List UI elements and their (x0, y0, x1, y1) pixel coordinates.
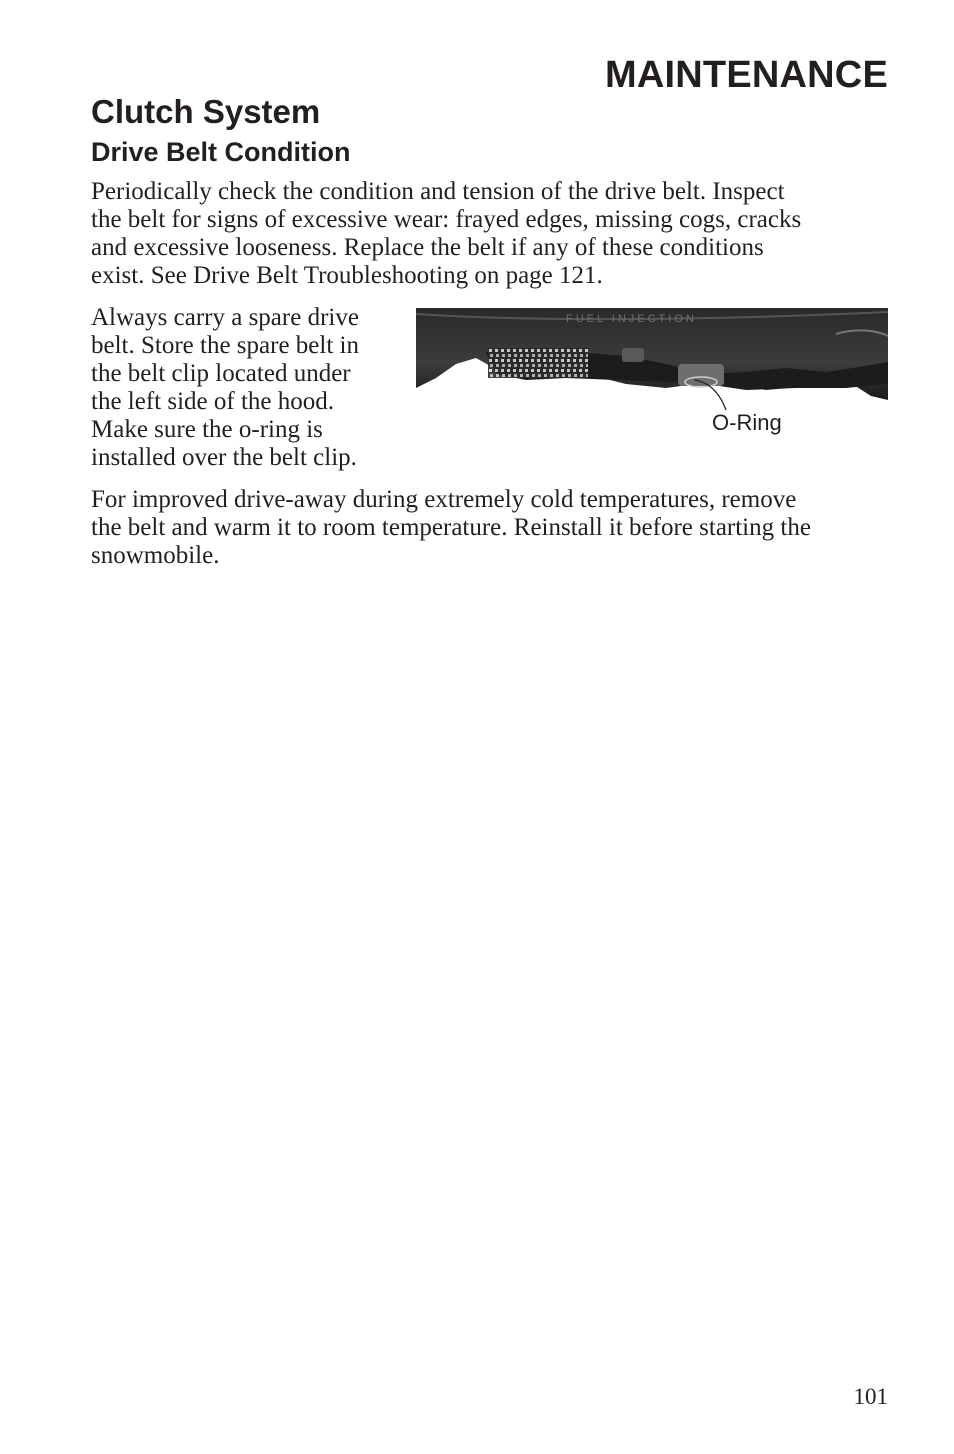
belt-clip-illustration (416, 308, 888, 400)
text-line: Always carry a spare drive (91, 304, 359, 331)
text-line: and excessive looseness. Replace the belt if any of these conditions (91, 234, 764, 261)
o-ring-callout: O-Ring (712, 410, 782, 435)
hood-text: FUEL INJECTION (566, 313, 697, 325)
text-line: installed over the belt clip. (91, 444, 357, 471)
text-line: snowmobile. (91, 542, 220, 569)
paragraph-cold-weather (91, 486, 891, 570)
text-line: Make sure the o-ring is (91, 416, 323, 443)
subheading: Drive Belt Condition (91, 137, 351, 167)
paragraph-spare-belt (91, 304, 391, 472)
section-title: MAINTENANCE (605, 54, 888, 96)
text-line: the left side of the hood. (91, 388, 334, 415)
text-line: Periodically check the condition and tension of the drive belt. Inspect (91, 178, 785, 205)
text-line: belt. Store the spare belt in (91, 332, 359, 359)
paragraph-belt-inspection (91, 178, 891, 290)
text-line: the belt clip located under (91, 360, 351, 387)
text-line: the belt and warm it to room temperature. Reinstall it before starting the (91, 514, 811, 541)
topic-heading: Clutch System (91, 93, 321, 130)
text-line: For improved drive-away during extremely cold temperatures, remove (91, 486, 797, 513)
text-line: exist. See Drive Belt Troubleshooting on page 121. (91, 262, 603, 289)
leader-line (690, 378, 730, 414)
text-line: the belt for signs of excessive wear: frayed edges, missing cogs, cracks (91, 206, 802, 233)
belt-clip-photo (416, 308, 888, 400)
page-number: 101 (853, 1384, 888, 1409)
